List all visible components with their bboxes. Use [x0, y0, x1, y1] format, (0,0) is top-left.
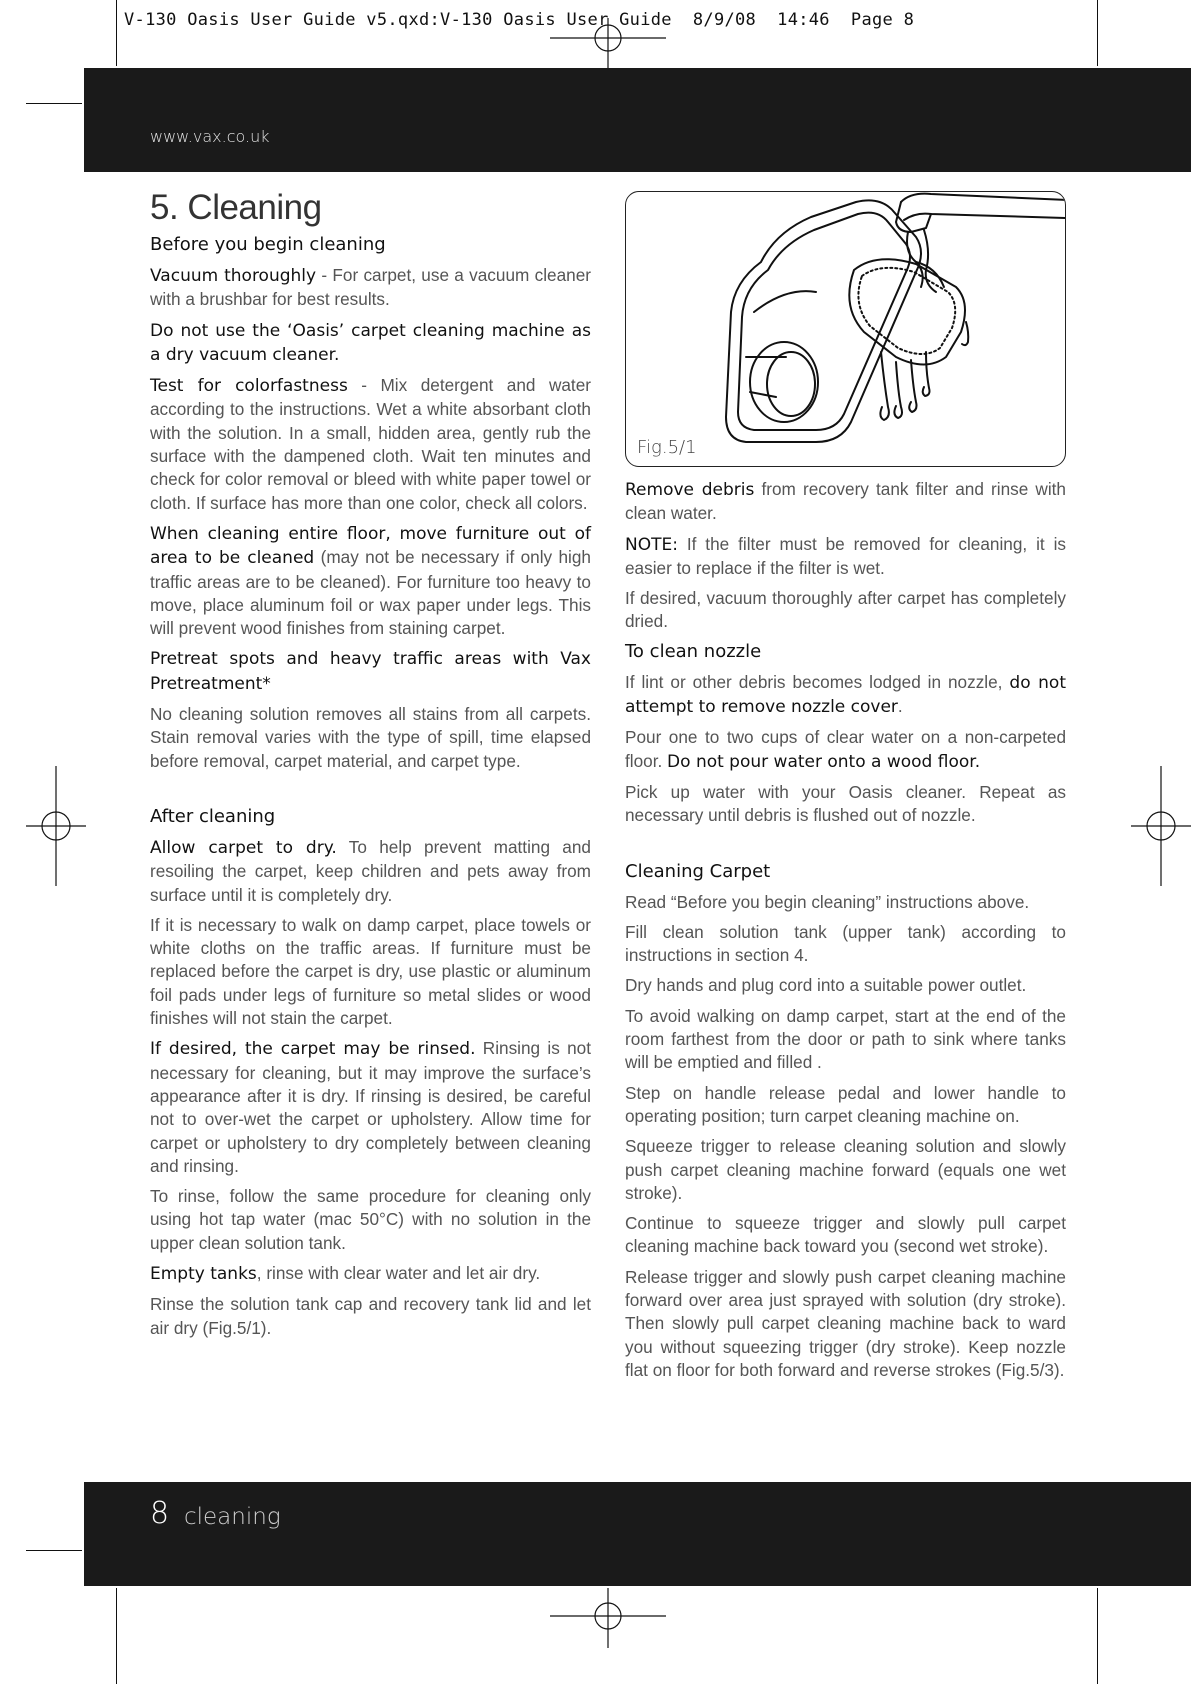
- footer-bar: [84, 1482, 1191, 1586]
- website-url: www.vax.co.uk: [150, 127, 270, 146]
- paragraph: Empty tanks, rinse with clear water and let air dry.: [150, 1262, 541, 1284]
- paragraph: If lint or other debris becomes lodged in nozzle, do not attempt to remove nozzle cover.: [625, 671, 1067, 718]
- left-column: [150, 178, 591, 1347]
- paragraph: Remove debris from recovery tank filter and rinse with clean water.: [625, 479, 1066, 524]
- paragraph: Test for colorfastness - Mix detergent and water according to the instructions. Wet a white absorbant cloth with the solution. In a small, hidden area, gently rub the surface with the dampened cloth. Wait ten minutes and check for color removal or bleed with white paper towel or cloth. If surface has more than one color, check all colors.: [150, 375, 591, 513]
- paragraph: Do not use the ‘Oasis’ carpet cleaning machine as a dry vacuum cleaner.: [150, 320, 591, 365]
- crop-mark: [1097, 0, 1098, 66]
- right-column: [625, 478, 1066, 1389]
- paragraph: Allow carpet to dry. To help prevent matting and resoiling the carpet, keep children and pets away from surface until it is completely dry.: [150, 836, 591, 905]
- paragraph: Release trigger and slowly push carpet cleaning machine forward over area just sprayed with solution (dry stroke). Then slowly pull carpet cleaning machine back to ward you without squeezing trigger (dry stroke). Keep nozzle flat on floor for both forward and reverse strokes (Fig.5/3).: [625, 1266, 1066, 1380]
- after-cleaning-heading: After cleaning: [150, 805, 276, 827]
- registration-mark-left: [26, 766, 86, 886]
- paragraph: Continue to squeeze trigger and slowly pull carpet cleaning machine back toward you (second wet stroke).: [625, 1213, 1066, 1257]
- page-number: 8: [150, 1496, 170, 1531]
- figure-filter-rinse: [625, 191, 1066, 467]
- crop-mark: [116, 0, 117, 66]
- paragraph: Pretreat spots and heavy traffic areas with Vax Pretreatment*: [150, 649, 591, 694]
- figure-label: Fig.5/1: [637, 437, 697, 458]
- crop-mark: [1097, 1588, 1098, 1684]
- header-bar: [84, 68, 1191, 172]
- cleaning-carpet-heading: Cleaning Carpet: [625, 860, 771, 882]
- printer-slug: V-130 Oasis User Guide v5.qxd:V-130 Oasis User Guide 8/9/08 14:46 Page 8: [124, 10, 915, 30]
- registration-mark-right: [1131, 766, 1191, 886]
- section-name: cleaning: [184, 1504, 281, 1530]
- paragraph: If it is necessary to walk on damp carpet, place towels or white cloths on the traffic areas. If furniture must be replaced before the carpet is dry, use plastic or aluminum foil pads under legs of furniture so metal slides or wood finishes will not stain the carpet.: [150, 914, 591, 1029]
- before-cleaning-heading: Before you begin cleaning: [150, 234, 386, 255]
- paragraph: Fill clean solution tank (upper tank) according to instructions in section 4.: [625, 921, 1066, 966]
- paragraph: Dry hands and plug cord into a suitable power outlet.: [625, 975, 1027, 996]
- registration-mark-bottom: [550, 1588, 666, 1648]
- filter-rinse-illustration: [626, 192, 1066, 467]
- paragraph: Step on handle release pedal and lower handle to operating position; turn carpet cleaning machine on.: [625, 1082, 1066, 1126]
- paragraph: If desired, the carpet may be rinsed. Rinsing is not necessary for cleaning, but it may improve the surface’s appearance after it is dry. If rinsing is desired, be careful not to over-wet the carpet or upholstery. Allow time for carpet or upholstery to dry completely between cleaning and rinsing.: [150, 1038, 592, 1176]
- paragraph: Rinse the solution tank cap and recovery tank lid and let air dry (Fig.5/1).: [150, 1294, 591, 1338]
- paragraph: To avoid walking on damp carpet, start at the end of the room farthest from the door or path to sink where tanks will be emptied and filled .: [625, 1005, 1066, 1073]
- paragraph: Squeeze trigger to release cleaning solution and slowly push carpet cleaning machine forward (equals one wet stroke).: [625, 1136, 1066, 1203]
- crop-mark: [26, 103, 82, 104]
- paragraph: To rinse, follow the same procedure for cleaning only using hot tap water (mac 50°C) with no solution in the upper clean solution tank.: [150, 1186, 591, 1253]
- paragraph: No cleaning solution removes all stains from all carpets. Stain removal varies with the type of spill, time elapsed before removal, carpet material, and carpet type.: [150, 704, 591, 771]
- paragraph: If desired, vacuum thoroughly after carpet has completely dried.: [625, 588, 1066, 632]
- paragraph: Pour one to two cups of clear water on a non-carpeted floor. Do not pour water onto a wood floor.: [625, 727, 1066, 772]
- paragraph: Vacuum thoroughly - For carpet, use a vacuum cleaner with a brushbar for best results.: [150, 265, 591, 310]
- registration-mark-top: [550, 18, 666, 70]
- paragraph: Pick up water with your Oasis cleaner. Repeat as necessary until debris is flushed out of nozzle.: [625, 781, 1066, 826]
- clean-nozzle-heading: To clean nozzle: [625, 640, 762, 662]
- paragraph: NOTE: If the filter must be removed for cleaning, it is easier to replace if the filter is wet.: [625, 533, 1066, 578]
- crop-mark: [116, 1588, 117, 1684]
- page-title: 5. Cleaning: [150, 188, 322, 227]
- crop-mark: [26, 1550, 82, 1551]
- paragraph: Read “Before you begin cleaning” instructions above.: [625, 891, 1030, 912]
- paragraph: When cleaning entire floor, move furniture out of area to be cleaned (may not be necessary if only high traffic areas are to be cleaned). For furniture too heavy to move, place aluminum foil or wax paper under legs. This will prevent wood finishes from staining carpet.: [150, 523, 591, 639]
